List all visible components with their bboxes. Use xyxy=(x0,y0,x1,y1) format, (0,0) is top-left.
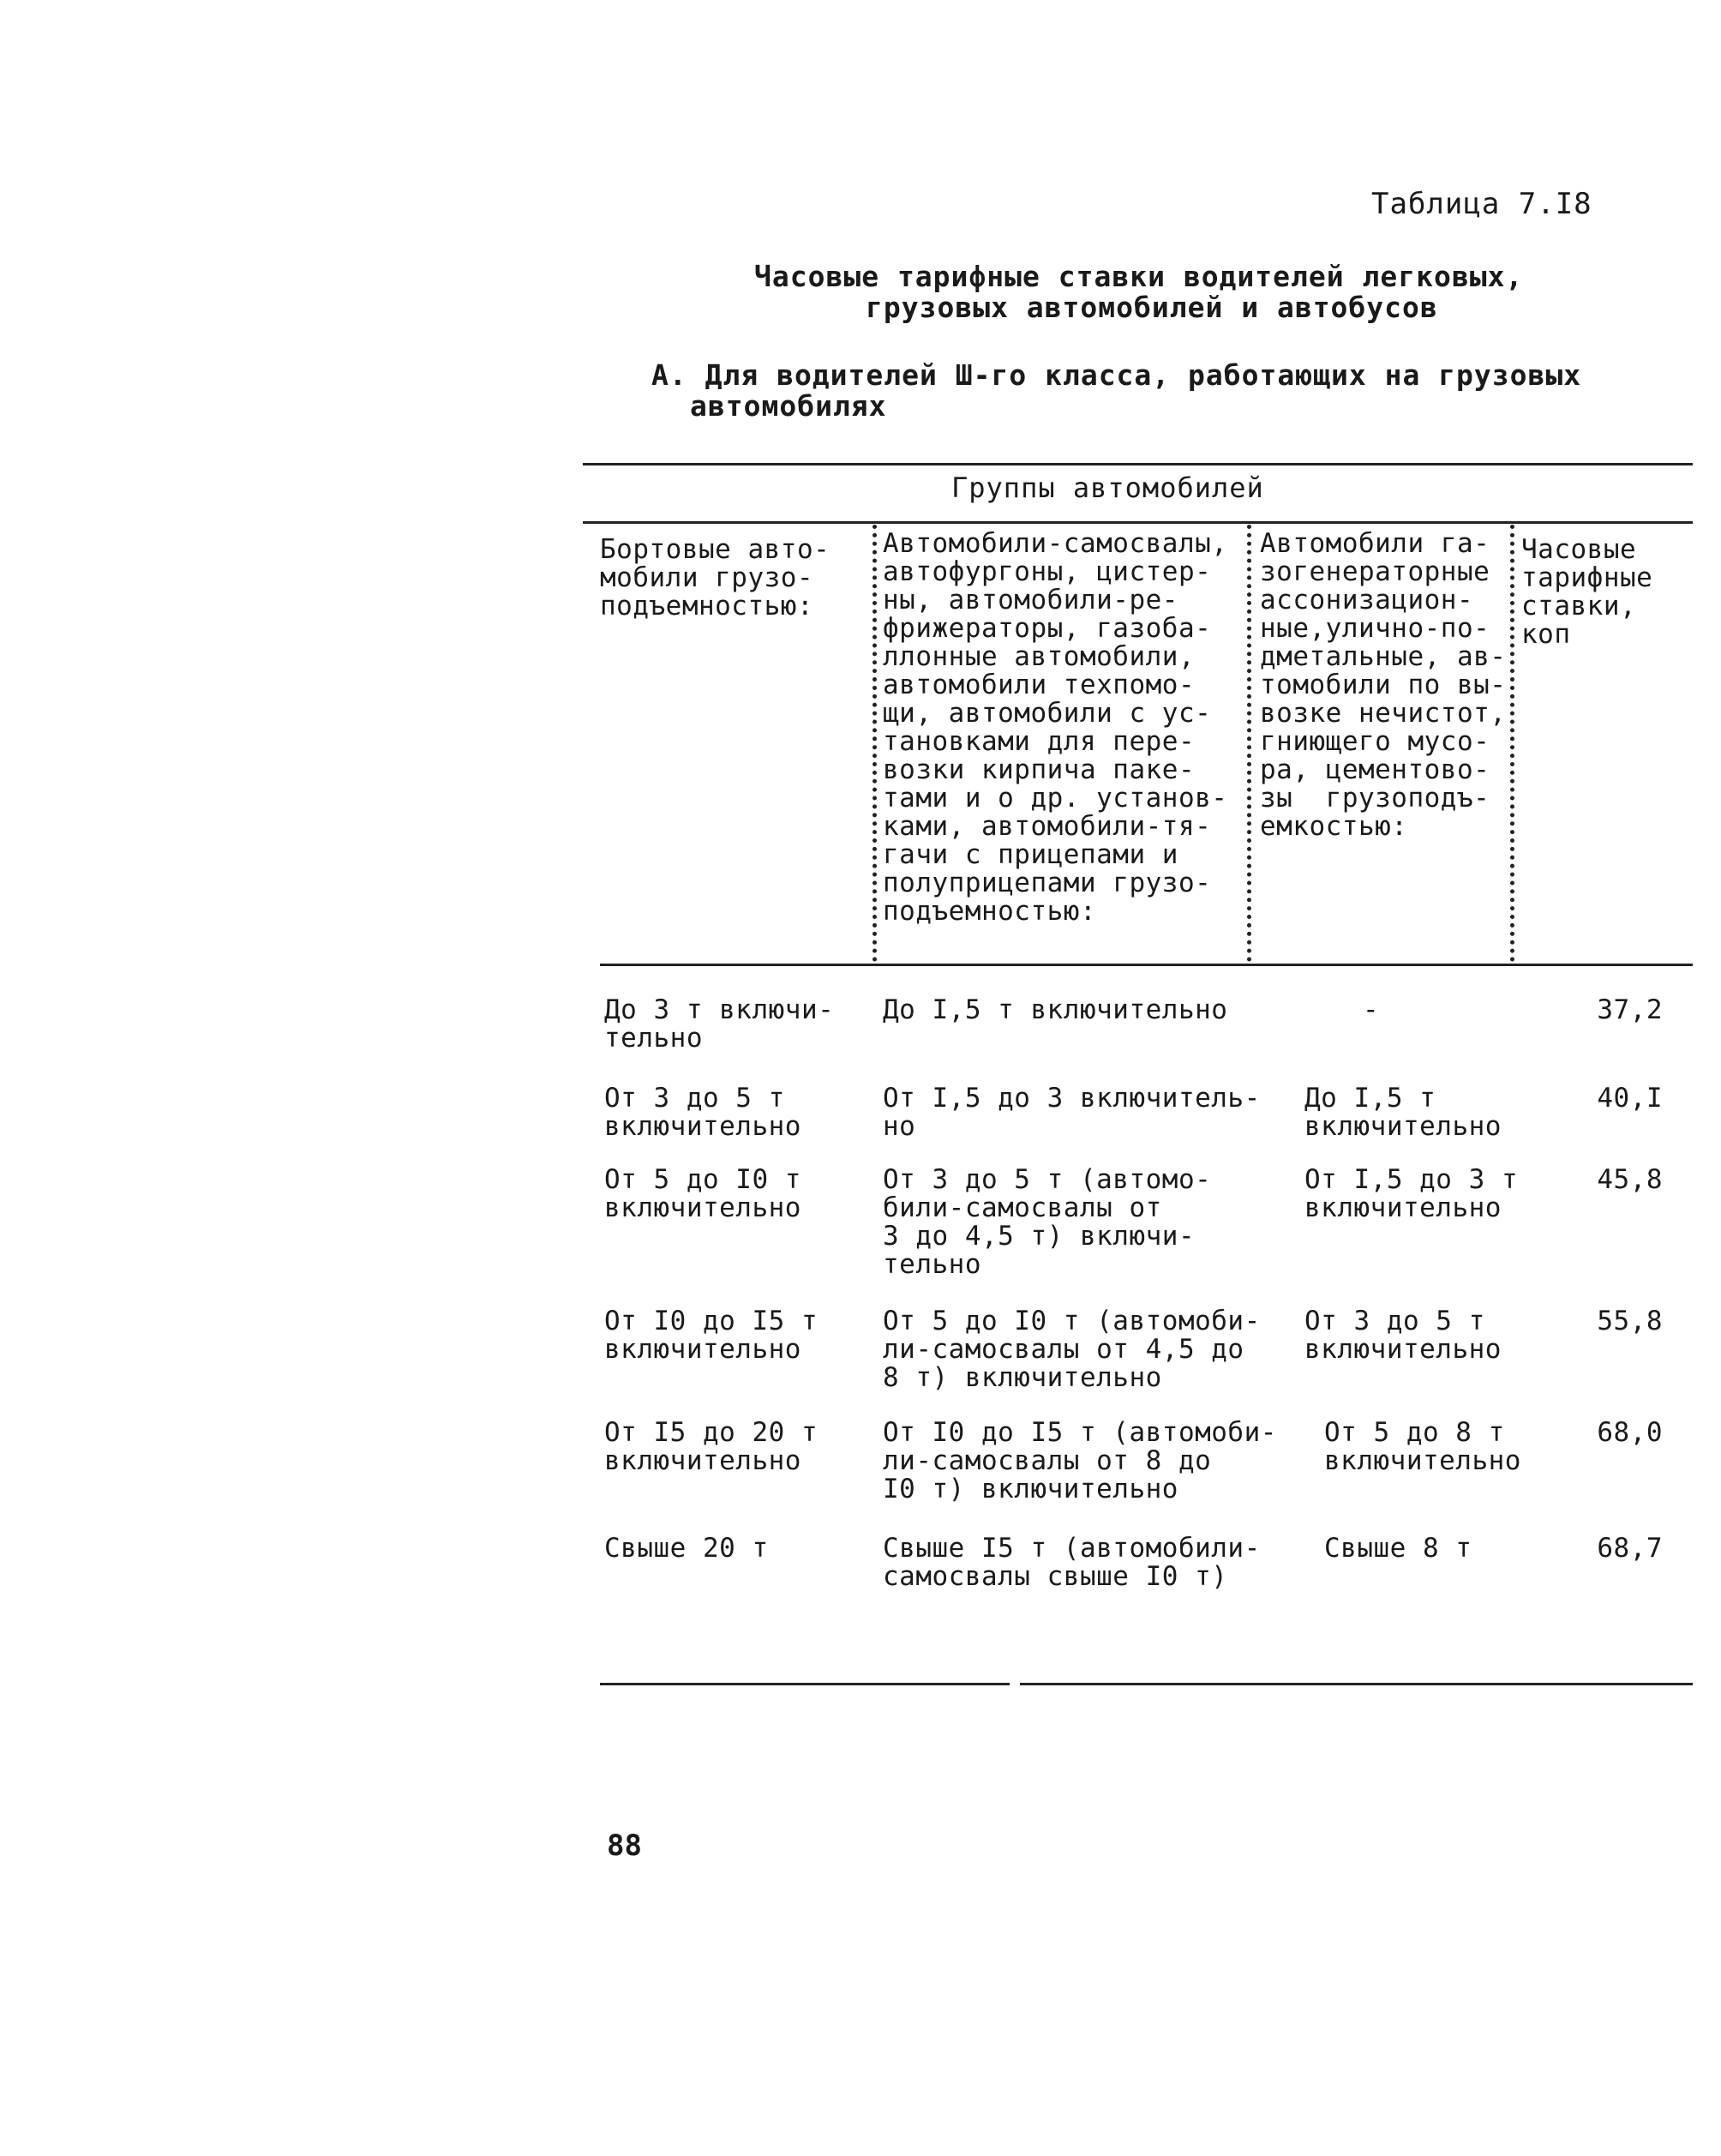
row-cell-rate: 68,0 xyxy=(1597,1417,1663,1448)
row-cell-rate: 37,2 xyxy=(1597,994,1663,1025)
row-cell-board-trucks: Свыше 20 т xyxy=(604,1533,769,1564)
bottom-rule-right xyxy=(1020,1683,1693,1685)
row-cell-gas-trucks: От 3 до 5 т включительно xyxy=(1304,1306,1502,1365)
bottom-rule-left xyxy=(600,1683,1010,1685)
column-header-hourly-rates: Часовые тарифные ставки, коп xyxy=(1521,534,1653,650)
subtitle-line-2: автомобилях xyxy=(690,389,887,423)
header-rule xyxy=(583,521,1693,524)
title-line-1: Часовые тарифные ставки водителей легковых, xyxy=(754,260,1524,293)
row-cell-gas-trucks: От I,5 до 3 т включительно xyxy=(1304,1164,1519,1223)
row-cell-rate: 55,8 xyxy=(1597,1306,1663,1336)
column-header-dump-trucks: Автомобили-самосвалы, автофургоны, цистер- ны, автомобили-ре- фрижераторы, газоба- ллонные автомобили, автомобили техпомо- щи, автомобили с ус- тановками для пере- возки кирпича паке- тами и о др. установ- ками, автомобили-тя- гачи с прицепами и полуприцепами грузо- подъемностью: xyxy=(883,528,1228,927)
row-cell-board-trucks: От 3 до 5 т включительно xyxy=(604,1083,801,1142)
column-separator xyxy=(1510,525,1514,962)
row-cell-dump-trucks: От 5 до I0 т (автомоби- ли-самосвалы от 4,5 до 8 т) включительно xyxy=(883,1306,1261,1393)
row-cell-board-trucks: От I0 до I5 т включительно xyxy=(604,1306,819,1365)
row-cell-dump-trucks: От I0 до I5 т (автомоби- ли-самосвалы от 8 до I0 т) включительно xyxy=(883,1417,1277,1504)
row-cell-dump-trucks: От 3 до 5 т (автомо- били-самосвалы от 3 до 4,5 т) включи- тельно xyxy=(883,1164,1212,1280)
row-cell-gas-trucks: До I,5 т включительно xyxy=(1304,1083,1502,1142)
page-number: 88 xyxy=(607,1829,642,1863)
table-title xyxy=(754,261,1526,323)
row-cell-board-trucks: От I5 до 20 т включительно xyxy=(604,1417,819,1476)
row-cell-gas-trucks: Свыше 8 т xyxy=(1324,1533,1472,1564)
header-bottom-rule xyxy=(600,964,1693,966)
row-cell-rate: 45,8 xyxy=(1597,1164,1663,1195)
title-line-2: грузовых автомобилей и автобусов xyxy=(866,291,1438,324)
column-header-board-trucks: Бортовые авто- мобили грузо- подъемностью: xyxy=(600,534,831,622)
row-cell-gas-trucks: От 5 до 8 т включительно xyxy=(1324,1417,1521,1476)
row-cell-rate: 68,7 xyxy=(1597,1533,1663,1564)
row-cell-dump-trucks: Свыше I5 т (автомобили- самосвалы свыше I0 т) xyxy=(883,1533,1261,1592)
row-cell-board-trucks: От 5 до I0 т включительно xyxy=(604,1164,801,1223)
top-rule xyxy=(583,463,1693,465)
row-cell-rate: 40,I xyxy=(1597,1083,1663,1114)
row-cell-dump-trucks: От I,5 до 3 включитель- но xyxy=(883,1083,1261,1142)
row-cell-board-trucks: До 3 т включи- тельно xyxy=(604,994,835,1054)
table-number: Таблица 7.I8 xyxy=(1371,187,1592,221)
subtitle-line-1: А. Для водителей Ш-го класса, работающих на грузовых xyxy=(651,358,1582,392)
column-separator xyxy=(872,525,877,962)
column-header-gas-trucks: Автомобили га- зогенераторные ассонизацион- ные,улично-по- дметальные, ав- томобили по вы- возке нечистот, гниющего мусо- ра, цементово- зы грузоподъ- емкостью: xyxy=(1260,528,1507,842)
row-cell-dump-trucks: До I,5 т включительно xyxy=(883,994,1228,1025)
group-header: Группы автомобилей xyxy=(951,471,1264,504)
row-cell-gas-trucks: - xyxy=(1363,994,1380,1025)
table-subtitle xyxy=(651,360,1637,422)
column-separator xyxy=(1247,525,1251,962)
